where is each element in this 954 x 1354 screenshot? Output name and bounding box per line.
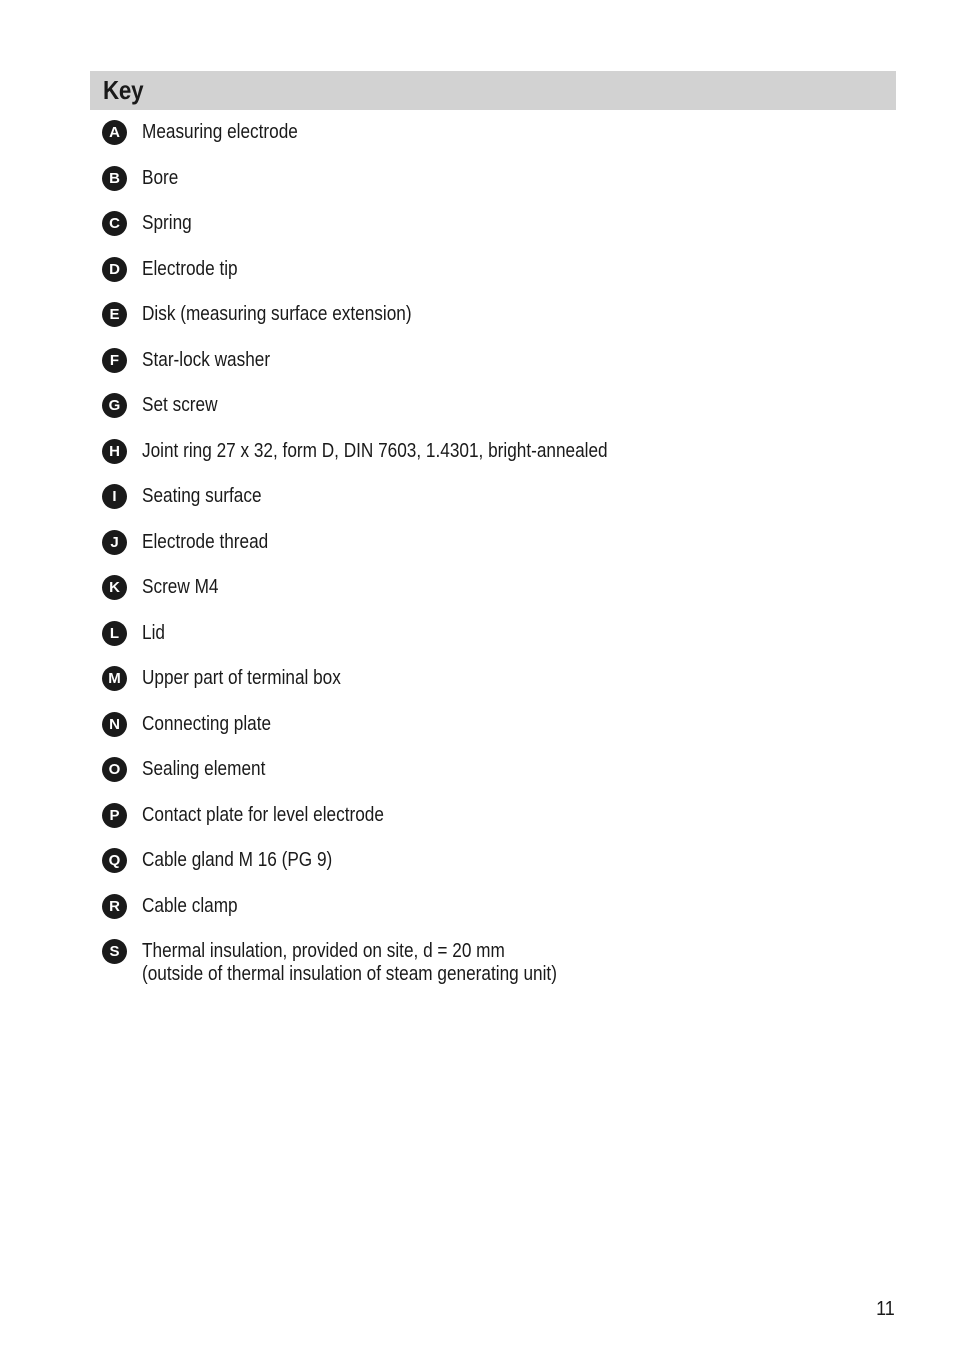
key-item-r xyxy=(102,892,882,938)
letter-badge-j-icon: J xyxy=(102,530,127,555)
key-item-m xyxy=(102,664,882,710)
letter-badge-f-icon: F xyxy=(102,348,127,373)
section-title: Key xyxy=(103,75,144,105)
key-item-label: Star-lock washer xyxy=(142,348,271,371)
letter-badge-m-icon: M xyxy=(102,666,127,691)
letter-badge-q-icon: Q xyxy=(102,848,127,873)
key-item-o xyxy=(102,755,882,801)
key-item-e xyxy=(102,300,882,346)
key-item-i xyxy=(102,482,882,528)
key-item-c xyxy=(102,209,882,255)
key-item-q xyxy=(102,846,882,892)
letter-badge-c-icon: C xyxy=(102,211,127,236)
letter-badge-s-icon: S xyxy=(102,939,127,964)
key-item-b xyxy=(102,164,882,210)
key-item-label: Screw M4 xyxy=(142,576,219,598)
key-item-label: Lid xyxy=(142,621,165,644)
key-item-label: Sealing element xyxy=(142,758,266,780)
key-item-f xyxy=(102,346,882,392)
key-item-label: Cable clamp xyxy=(142,894,238,917)
key-item-label: Bore xyxy=(142,166,179,189)
key-item-label: Electrode tip xyxy=(142,257,238,280)
key-item-label xyxy=(142,940,557,986)
key-item-label: Spring xyxy=(142,212,192,234)
key-item-label-line-2: (outside of thermal insulation of steam generating unit) xyxy=(142,963,557,985)
key-item-d xyxy=(102,255,882,301)
letter-badge-l-icon: L xyxy=(102,621,127,646)
key-item-label: Electrode thread xyxy=(142,530,269,553)
key-item-label: Seating surface xyxy=(142,485,262,507)
letter-badge-k-icon: K xyxy=(102,575,127,600)
key-item-label-line-1: Thermal insulation, provided on site, d = 20 mm xyxy=(142,940,505,962)
key-item-label: Measuring electrode xyxy=(142,121,298,143)
key-item-label: Cable gland M 16 (PG 9) xyxy=(142,849,333,871)
letter-badge-e-icon: E xyxy=(102,302,127,327)
key-item-label: Contact plate for level electrode xyxy=(142,803,384,826)
key-item-label: Upper part of terminal box xyxy=(142,667,341,689)
key-item-g xyxy=(102,391,882,437)
letter-badge-h-icon: H xyxy=(102,439,127,464)
page-number: 11 xyxy=(876,1298,895,1320)
key-item-k xyxy=(102,573,882,619)
key-item-s xyxy=(102,937,882,997)
letter-badge-o-icon: O xyxy=(102,757,127,782)
key-item-l xyxy=(102,619,882,665)
key-item-a xyxy=(102,118,882,164)
key-item-h xyxy=(102,437,882,483)
key-item-p xyxy=(102,801,882,847)
key-item-j xyxy=(102,528,882,574)
letter-badge-b-icon: B xyxy=(102,166,127,191)
letter-badge-p-icon: P xyxy=(102,803,127,828)
letter-badge-n-icon: N xyxy=(102,712,127,737)
key-item-label: Disk (measuring surface extension) xyxy=(142,303,412,325)
key-list xyxy=(102,118,882,997)
key-item-label: Connecting plate xyxy=(142,712,272,735)
letter-badge-i-icon: I xyxy=(102,484,127,509)
letter-badge-a-icon: A xyxy=(102,120,127,145)
letter-badge-g-icon: G xyxy=(102,393,127,418)
key-item-label: Set screw xyxy=(142,394,218,416)
key-item-n xyxy=(102,710,882,756)
key-section-header xyxy=(90,71,896,110)
letter-badge-r-icon: R xyxy=(102,894,127,919)
letter-badge-d-icon: D xyxy=(102,257,127,282)
key-item-label: Joint ring 27 x 32, form D, DIN 7603, 1.4301, bright-annealed xyxy=(142,439,608,462)
